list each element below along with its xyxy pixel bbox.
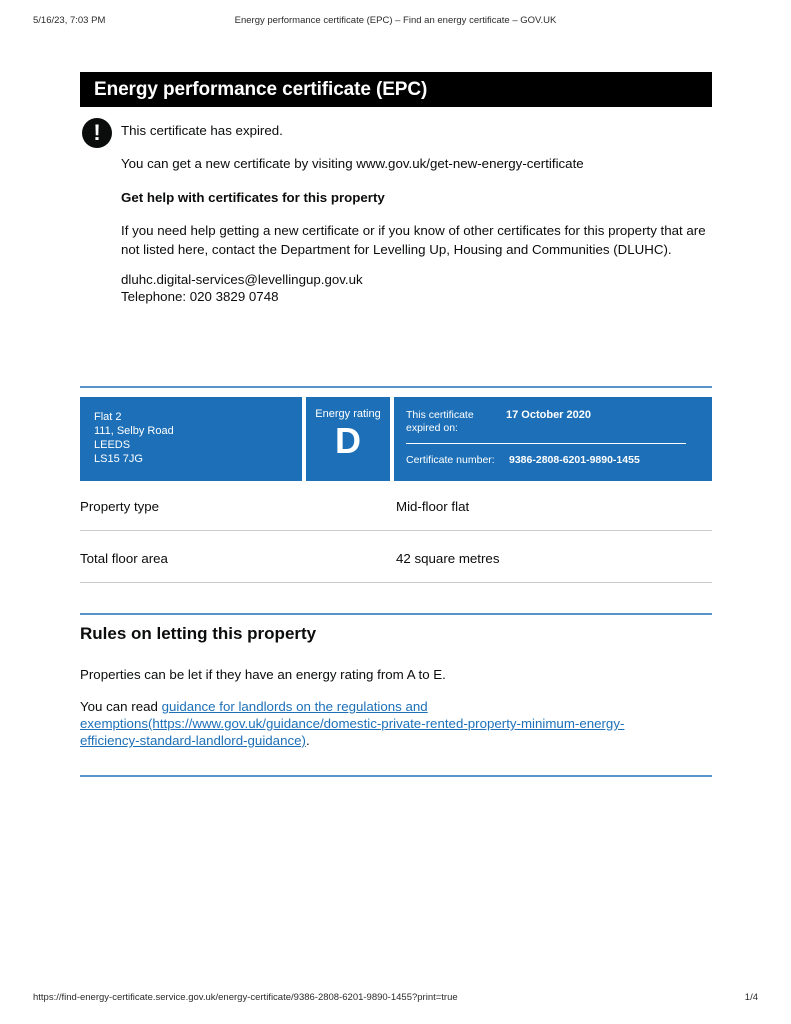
energy-rating-value: D xyxy=(335,420,361,461)
divider-above-letting-section xyxy=(80,613,712,615)
guidance-suffix: . xyxy=(305,733,310,748)
property-type-value: Mid-floor flat xyxy=(396,499,470,514)
help-telephone: Telephone: 020 3829 0748 xyxy=(121,289,279,304)
page-title: Energy performance certificate (EPC) xyxy=(94,79,428,100)
certificate-summary-band xyxy=(80,397,712,481)
print-date: 5/16/23, 7:03 PM xyxy=(33,15,106,26)
get-help-heading: Get help with certificates for this property xyxy=(121,190,385,205)
certificate-number-label: Certificate number: xyxy=(406,454,495,466)
new-certificate-message: You can get a new certificate by visiting www.gov.uk/get-new-energy-certificate xyxy=(121,156,584,171)
letting-intro-text: Properties can be let if they have an energy rating from A to E. xyxy=(80,667,446,682)
get-help-text: If you need help getting a new certificate or if you know of other certificates for this property that are not listed here, contact the Department for Levelling Up, Housing and Communities (DLUHC). xyxy=(121,223,706,257)
energy-rating-label: Energy rating xyxy=(315,408,381,420)
divider-below-letting-section xyxy=(80,775,712,777)
exclamation-icon xyxy=(82,118,112,148)
print-source-url: https://find-energy-certificate.service.gov.uk/energy-certificate/9386-2808-6201-9890-1455?print=true xyxy=(33,992,458,1003)
guidance-link[interactable]: guidance for landlords on the regulations and exemptions xyxy=(80,699,428,731)
total-floor-area-value: 42 square metres xyxy=(396,551,500,566)
guidance-paragraph xyxy=(80,698,680,749)
certificate-number-value: 9386-2808-6201-9890-1455 xyxy=(509,454,640,466)
energy-rating-panel xyxy=(306,397,390,481)
exclamation-glyph: ! xyxy=(93,120,101,145)
address-line: Flat 2 xyxy=(94,411,122,423)
total-floor-area-label: Total floor area xyxy=(80,551,168,566)
address-line: LS15 7JG xyxy=(94,453,143,465)
expiry-date: 17 October 2020 xyxy=(506,409,591,421)
page-title-banner xyxy=(80,72,712,107)
address-line: 111, Selby Road xyxy=(94,425,174,437)
certificate-details-panel xyxy=(394,397,712,481)
guidance-prefix: You can read xyxy=(80,699,162,714)
guidance-link-url[interactable]: (https://www.gov.uk/guidance/domestic-private-rented-property-minimum-energy-efficiency-standard-landlord-guidance) xyxy=(80,716,625,748)
help-email: dluhc.digital-services@levellingup.gov.uk xyxy=(121,272,363,287)
property-row-divider xyxy=(80,530,712,531)
details-divider xyxy=(406,443,686,444)
print-footer xyxy=(0,992,791,1008)
property-address-panel xyxy=(80,397,302,481)
expired-message: This certificate has expired. xyxy=(121,123,283,138)
letting-section-heading: Rules on letting this property xyxy=(80,624,317,643)
print-header xyxy=(0,15,791,31)
print-page-title: Energy performance certificate (EPC) – Find an energy certificate – GOV.UK xyxy=(234,15,557,26)
property-row-divider xyxy=(80,582,712,583)
address-line: LEEDS xyxy=(94,439,131,451)
divider-above-certificate-band xyxy=(80,386,712,388)
expiry-label: This certificate expired on: xyxy=(406,409,474,434)
print-page-number: 1/4 xyxy=(744,992,758,1003)
property-type-label: Property type xyxy=(80,499,160,514)
